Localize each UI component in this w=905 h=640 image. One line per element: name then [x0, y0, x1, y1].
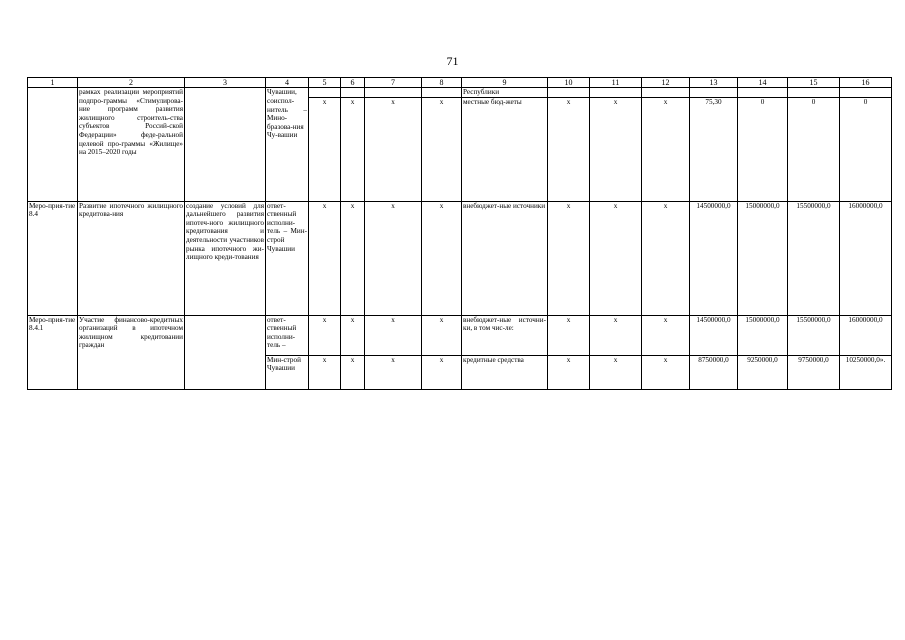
value-cell: x — [548, 97, 590, 201]
amount-cell: 16000000,0 — [840, 201, 892, 315]
col-header: 9 — [462, 78, 548, 88]
cell-empty — [690, 88, 738, 98]
funding-source-cell: внебюджет-ные источни-ки, в том чис-ле: — [462, 315, 548, 355]
executor-cell: ответ-ственный исполни-тель – — [266, 315, 309, 355]
value-cell: x — [590, 97, 642, 201]
amount-cell: 0 — [788, 97, 840, 201]
value-cell: x — [590, 201, 642, 315]
value-cell: x — [309, 355, 341, 389]
cell-empty — [642, 88, 690, 98]
cell-empty — [185, 88, 266, 202]
value-cell: x — [548, 315, 590, 355]
measure-id-cell: Меро-прия-тие 8.4 — [28, 201, 78, 315]
value-cell: x — [642, 201, 690, 315]
col-header: 14 — [738, 78, 788, 88]
amount-cell: 8750000,0 — [690, 355, 738, 389]
value-cell: x — [642, 315, 690, 355]
col-header: 2 — [78, 78, 185, 88]
executor-cell: соиспол-нитель – Мино-бразова-ния Чу-вашии — [266, 97, 309, 201]
col-header: 7 — [365, 78, 422, 88]
cell-empty — [422, 88, 462, 98]
measure-id-cell: Меро-прия-тие 8.4.1 — [28, 315, 78, 389]
executor-cell: Чувашии, — [266, 88, 309, 98]
page-number: 71 — [446, 54, 459, 68]
cell-empty — [28, 88, 78, 202]
value-cell: x — [309, 315, 341, 355]
cell-empty — [185, 315, 266, 389]
amount-cell: 16000000,0 — [840, 315, 892, 355]
col-header: 16 — [840, 78, 892, 88]
value-cell: x — [642, 355, 690, 389]
cell-empty — [309, 88, 341, 98]
amount-cell: 9250000,0 — [738, 355, 788, 389]
cell-empty — [840, 88, 892, 98]
amount-cell: 15000000,0 — [738, 315, 788, 355]
value-cell: x — [590, 355, 642, 389]
table-row — [28, 88, 892, 98]
value-cell: x — [642, 97, 690, 201]
col-header: 6 — [341, 78, 365, 88]
value-cell: x — [365, 355, 422, 389]
cell-empty — [788, 88, 840, 98]
amount-cell: 14500000,0 — [690, 315, 738, 355]
table-row — [28, 201, 892, 315]
cell-empty — [738, 88, 788, 98]
value-cell: x — [548, 355, 590, 389]
budget-table-wrapper — [27, 77, 892, 390]
value-cell: x — [365, 201, 422, 315]
cell-empty — [548, 88, 590, 98]
col-header: 5 — [309, 78, 341, 88]
amount-cell: 75,30 — [690, 97, 738, 201]
col-header: 4 — [266, 78, 309, 88]
table-row — [28, 315, 892, 355]
funding-source-cell: внебюджет-ные источники — [462, 201, 548, 315]
value-cell: x — [365, 97, 422, 201]
value-cell: x — [309, 97, 341, 201]
amount-cell: 15000000,0 — [738, 201, 788, 315]
col-header: 12 — [642, 78, 690, 88]
cell-empty — [341, 88, 365, 98]
amount-cell: 9750000,0 — [788, 355, 840, 389]
col-header: 11 — [590, 78, 642, 88]
funding-source-cell: кредитные средства — [462, 355, 548, 389]
amount-cell: 14500000,0 — [690, 201, 738, 315]
value-cell: x — [548, 201, 590, 315]
value-cell: x — [341, 97, 365, 201]
budget-table — [27, 77, 892, 390]
measure-description-cell: рамках реализации мероприятий подпро-граммы «Стимулирова-ние программ развития жилищного строитель-ства субъектов Россий-ской Федерации» феде-ральной целевой про-граммы «Жилище» на 2015–2020 годы — [78, 88, 185, 202]
header-row — [28, 78, 892, 88]
expected-result-cell: создание условий для дальнейшего развития ипотеч-ного жилищного кредитования и деятельности участников рынка ипотечного жи-лищного креди-тования — [185, 201, 266, 315]
col-header: 13 — [690, 78, 738, 88]
value-cell: x — [422, 315, 462, 355]
amount-cell: 10250000,0». — [840, 355, 892, 389]
executor-cell: ответ-ственный исполни-тель – Мин-строй Чувашии — [266, 201, 309, 315]
value-cell: x — [422, 201, 462, 315]
amount-cell: 15500000,0 — [788, 315, 840, 355]
col-header: 15 — [788, 78, 840, 88]
value-cell: x — [309, 201, 341, 315]
value-cell: x — [422, 355, 462, 389]
value-cell: x — [422, 97, 462, 201]
value-cell: x — [590, 315, 642, 355]
funding-source-cell: местные бюд-жеты — [462, 97, 548, 201]
funding-source-cell: Республики — [462, 88, 548, 98]
col-header: 3 — [185, 78, 266, 88]
value-cell: x — [365, 315, 422, 355]
value-cell: x — [341, 315, 365, 355]
value-cell: x — [341, 355, 365, 389]
cell-empty — [590, 88, 642, 98]
amount-cell: 0 — [738, 97, 788, 201]
amount-cell: 15500000,0 — [788, 201, 840, 315]
cell-empty — [365, 88, 422, 98]
col-header: 1 — [28, 78, 78, 88]
amount-cell: 0 — [840, 97, 892, 201]
value-cell: x — [341, 201, 365, 315]
col-header: 10 — [548, 78, 590, 88]
measure-description-cell: Развитие ипотечного жилищного кредитова-ния — [78, 201, 185, 315]
executor-cell: Мин-строй Чувашии — [266, 355, 309, 389]
col-header: 8 — [422, 78, 462, 88]
measure-description-cell: Участие финансово-кредитных организаций в ипотечном жилищном кредитовании граждан — [78, 315, 185, 389]
